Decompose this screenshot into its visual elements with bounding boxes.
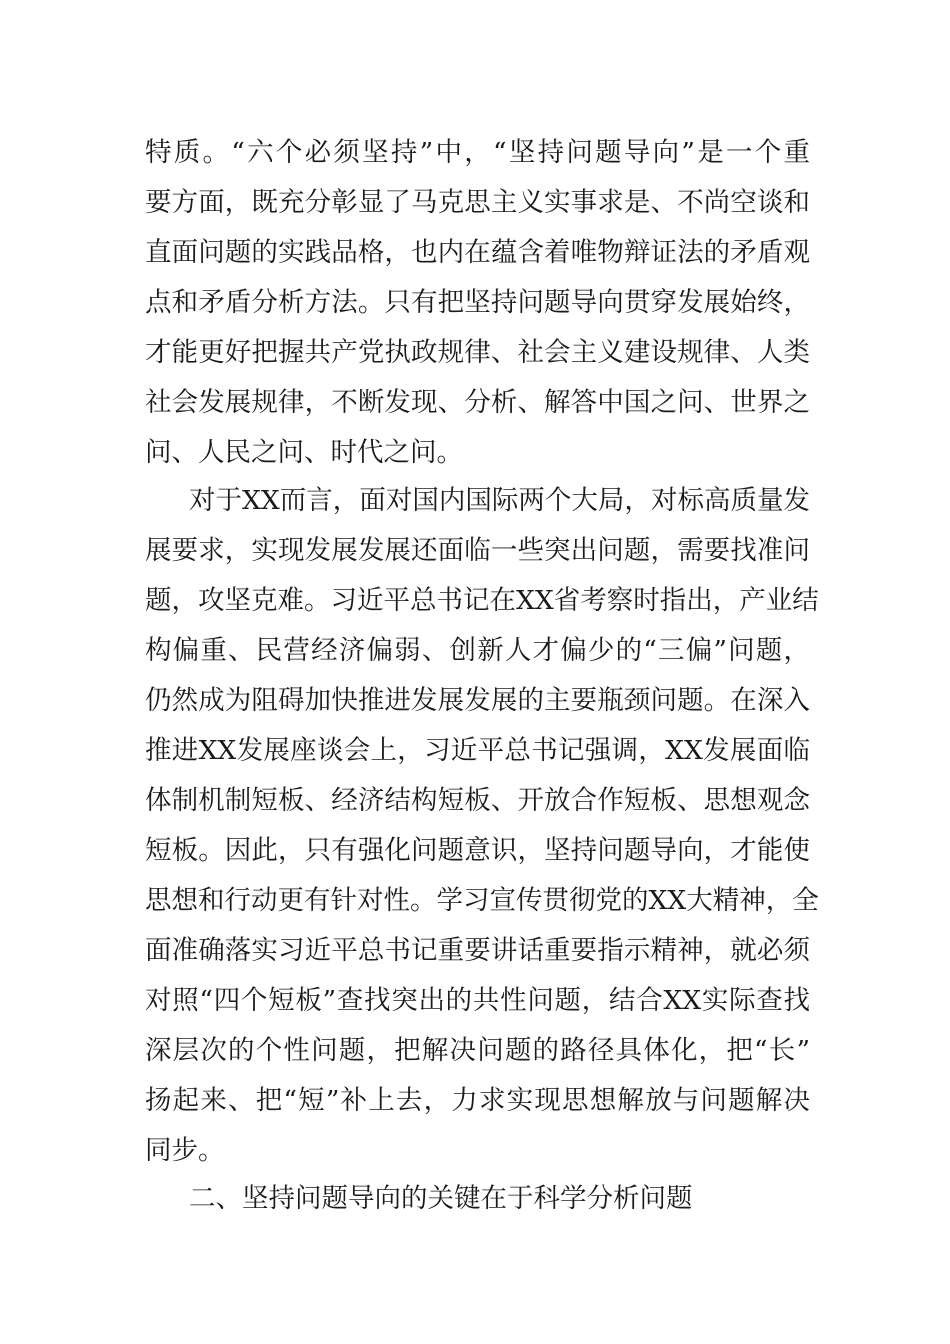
section-heading: 二、坚持问题导向的关键在于科学分析问题: [189, 1183, 693, 1214]
text-line: 思想和行动更有针对性。学习宣传贯彻党的XX大精神，全: [145, 885, 819, 916]
text-line: 展要求，实现发展发展还面临一些突出问题，需要找准问: [145, 535, 810, 566]
text-line: 点和矛盾分析方法。只有把坚持问题导向贯穿发展始终，: [145, 287, 810, 318]
text-line: 推进XX发展座谈会上，习近平总书记强调，XX发展面临: [145, 735, 810, 766]
text-line: 对于XX而言，面对国内国际两个大局，对标高质量发: [189, 485, 810, 516]
text-line: 同步。: [145, 1135, 225, 1166]
text-line: 直面问题的实践品格，也内在蕴含着唯物辩证法的矛盾观: [145, 237, 810, 268]
text-line: 扬起来、把“短”补上去，力求实现思想解放与问题解决: [145, 1085, 810, 1116]
text-line: 短板。因此，只有强化问题意识，坚持问题导向，才能使: [145, 835, 810, 866]
text-line: 面准确落实习近平总书记重要讲话重要指示精神，就必须: [145, 935, 810, 966]
text-line: 体制机制短板、经济结构短板、开放合作短板、思想观念: [145, 785, 810, 816]
text-line: 才能更好把握共产党执政规律、社会主义建设规律、人类: [145, 337, 810, 368]
text-line: 要方面，既充分彰显了马克思主义实事求是、不尚空谈和: [145, 187, 810, 218]
text-line: 对照“四个短板”查找突出的共性问题，结合XX实际查找: [145, 985, 810, 1016]
text-line: 深层次的个性问题，把解决问题的路径具体化，把“长”: [145, 1035, 810, 1066]
text-line: 问、人民之问、时代之问。: [145, 437, 463, 468]
text-line: 题，攻坚克难。习近平总书记在XX省考察时指出，产业结: [145, 585, 819, 616]
text-line: 社会发展规律，不断发现、分析、解答中国之问、世界之: [145, 387, 810, 418]
text-line: 特质。“六个必须坚持”中，“坚持问题导向”是一个重: [145, 137, 810, 168]
text-line: 构偏重、民营经济偏弱、创新人才偏少的“三偏”问题，: [145, 635, 810, 666]
text-line: 仍然成为阻碍加快推进发展发展的主要瓶颈问题。在深入: [145, 685, 810, 716]
